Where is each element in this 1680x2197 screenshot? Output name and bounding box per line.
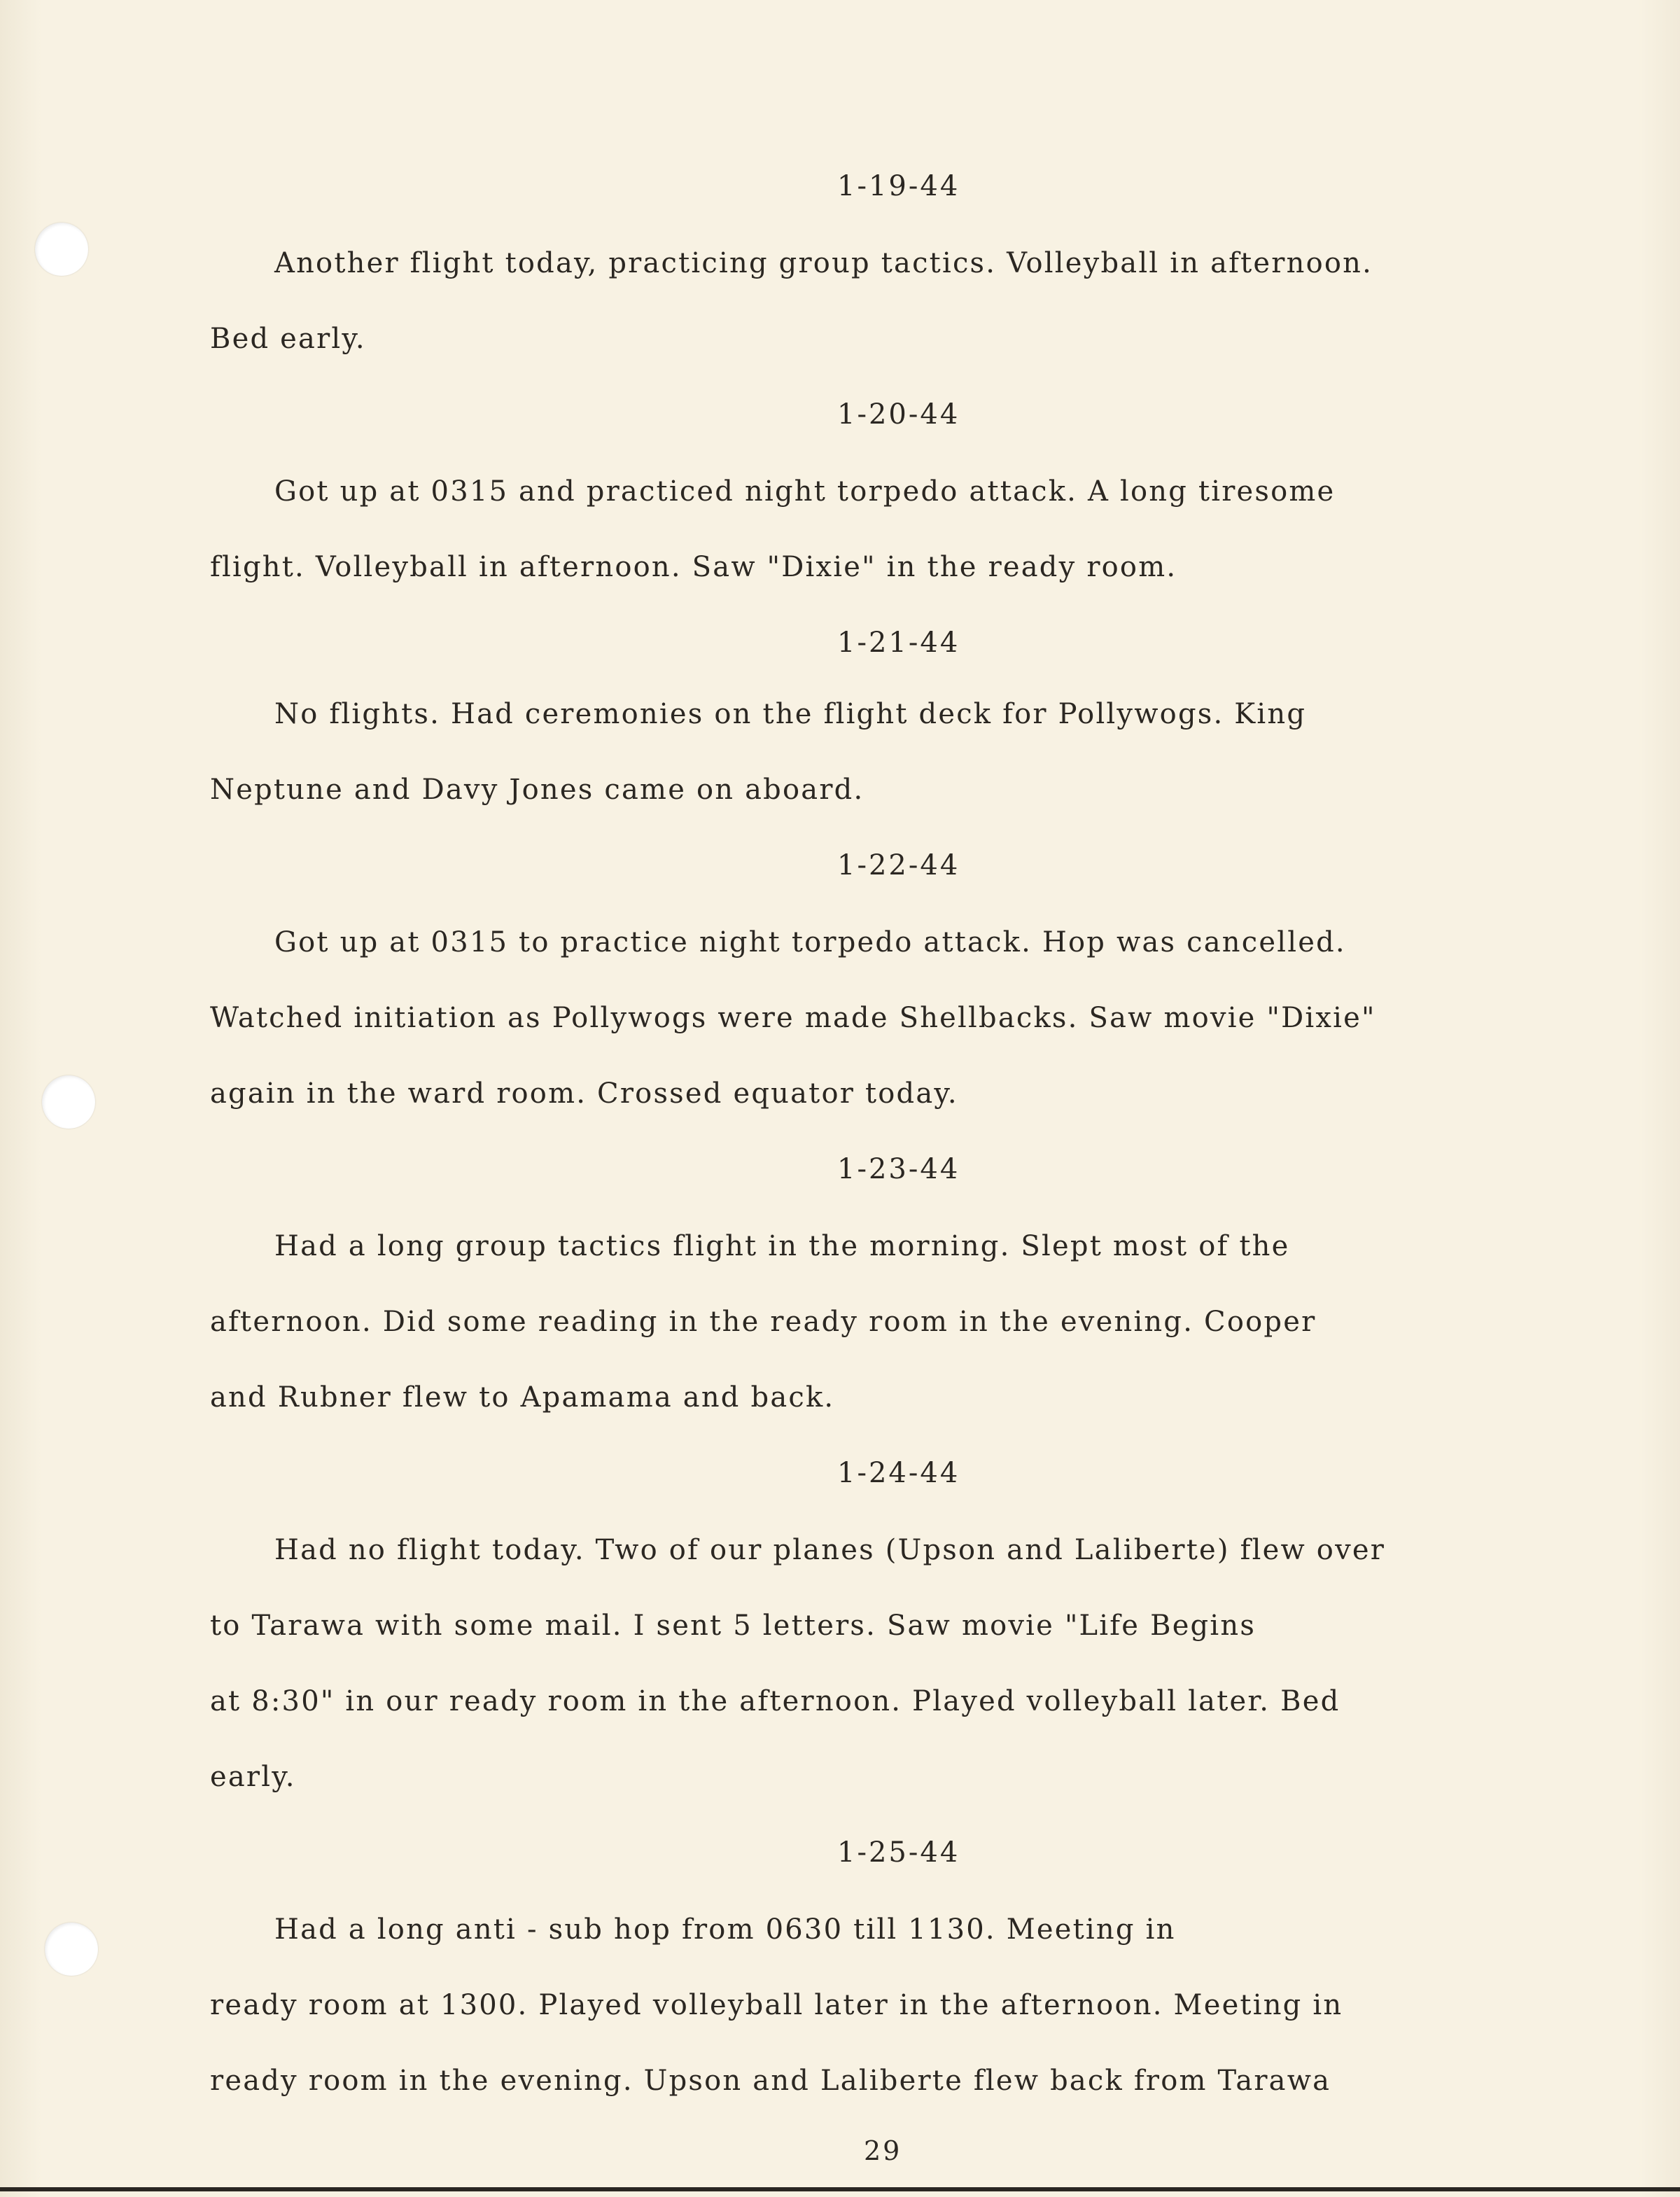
entry-line: Watched initiation as Pollywogs were made Shellbacks. Saw movie "Dixie"	[210, 1002, 1376, 1034]
entry-line: flight. Volleyball in afternoon. Saw "Dixie" in the ready room.	[210, 551, 1177, 583]
entry-line: Neptune and Davy Jones came on aboard.	[210, 774, 864, 806]
entry-line: Had a long group tactics flight in the morning. Slept most of the	[274, 1230, 1290, 1262]
entry-line: afternoon. Did some reading in the ready room in the evening. Cooper	[210, 1306, 1317, 1338]
entry-line: ready room at 1300. Played volleyball later in the afternoon. Meeting in	[210, 1989, 1343, 2021]
entry-line: to Tarawa with some mail. I sent 5 letters. Saw movie "Life Begins	[210, 1610, 1256, 1642]
entry-line: at 8:30" in our ready room in the afternoon. Played volleyball later. Bed	[210, 1685, 1340, 1717]
binder-hole	[35, 223, 88, 276]
entry-line: No flights. Had ceremonies on the flight deck for Pollywogs. King	[274, 698, 1307, 730]
entry-date: 1-25-44	[837, 1836, 960, 1869]
entry-line: early.	[210, 1761, 296, 1793]
entry-line: Got up at 0315 to practice night torpedo attack. Hop was cancelled.	[274, 926, 1346, 958]
entry-date: 1-24-44	[837, 1457, 960, 1489]
entry-date: 1-20-44	[837, 398, 960, 431]
page-number: 29	[864, 2135, 902, 2166]
entry-line: Had a long anti - sub hop from 0630 till 1130. Meeting in	[274, 1913, 1176, 1946]
entry-line: and Rubner flew to Apamama and back.	[210, 1381, 835, 1414]
binder-hole	[45, 1923, 98, 1976]
entry-line: again in the ward room. Crossed equator today.	[210, 1077, 958, 1110]
entry-line: Got up at 0315 and practiced night torpedo attack. A long tiresome	[274, 475, 1336, 508]
entry-line: ready room in the evening. Upson and Laliberte flew back from Tarawa	[210, 2065, 1331, 2097]
binder-hole	[42, 1075, 95, 1129]
entry-date: 1-21-44	[837, 627, 960, 659]
entry-line: Had no flight today. Two of our planes (Upson and Laliberte) flew over	[274, 1534, 1386, 1566]
entry-line: Bed early.	[210, 323, 366, 355]
entry-date: 1-19-44	[837, 170, 960, 202]
bottom-edge-line	[0, 2187, 1680, 2191]
entry-date: 1-23-44	[837, 1153, 960, 1185]
entry-date: 1-22-44	[837, 849, 960, 881]
entry-line: Another flight today, practicing group tactics. Volleyball in afternoon.	[274, 247, 1373, 279]
